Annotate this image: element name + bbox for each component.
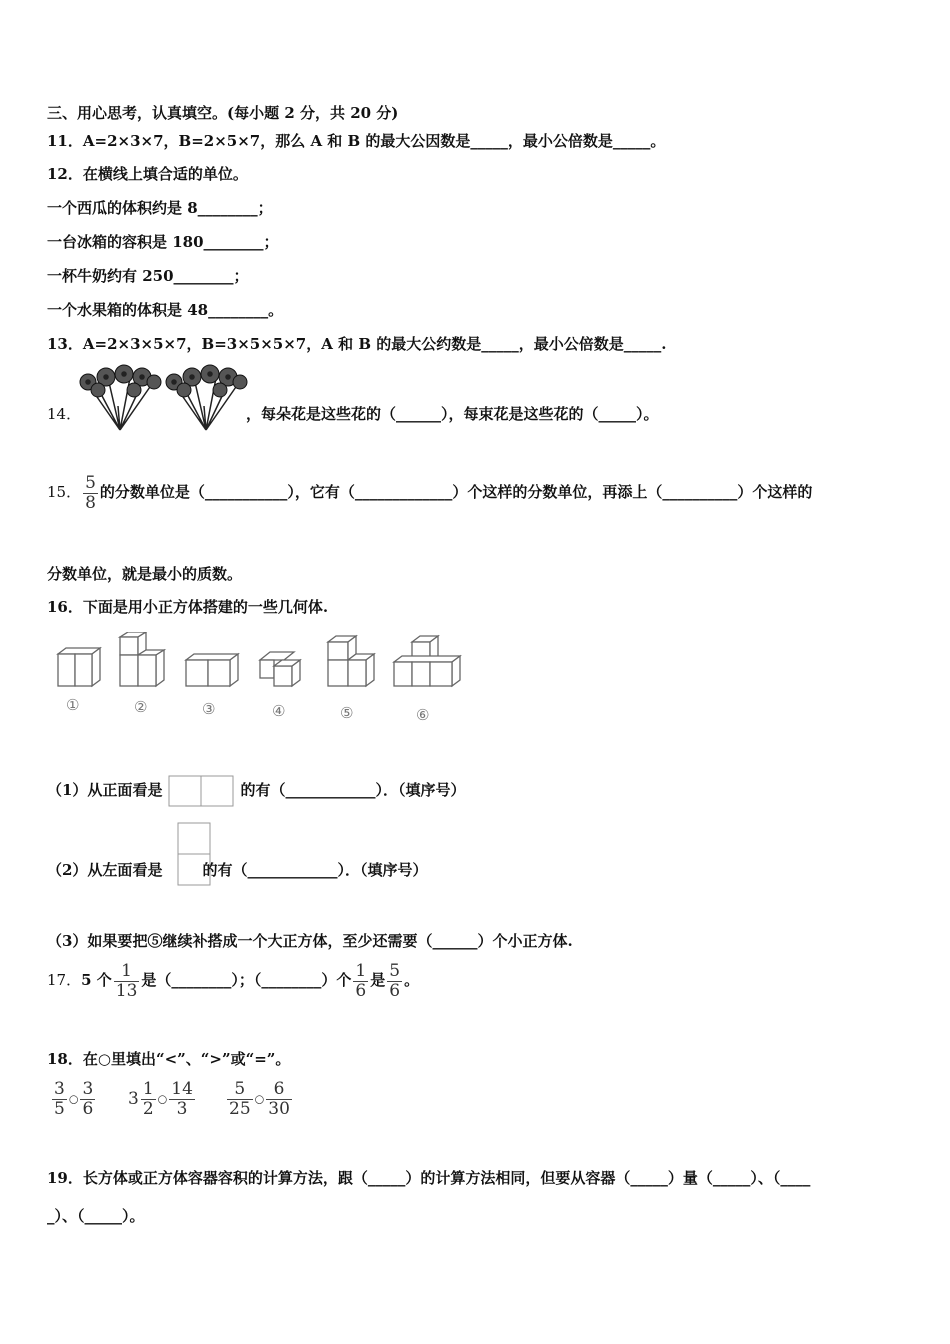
q18-c2-whole: 3 xyxy=(128,1089,139,1110)
figure-label-6: ⑥ xyxy=(416,706,430,724)
q18-c1-left xyxy=(52,1080,67,1118)
q18-c2-left-num: 1 xyxy=(142,1079,154,1099)
q18-c3-right-den: 30 xyxy=(268,1098,290,1119)
q18-c2-left xyxy=(141,1080,156,1118)
q17-frac3-numerator: 5 xyxy=(389,961,401,981)
q18-c3-right xyxy=(266,1080,292,1118)
q12-item-3: 一杯牛奶约有 250________； xyxy=(47,267,249,285)
section-title: 三、用心思考，认真填空。(每小题 2 分，共 20 分) xyxy=(47,104,399,122)
q12-item-4: 一个水果箱的体积是 48________。 xyxy=(47,301,284,319)
q17-frac2-numerator: 1 xyxy=(355,961,367,981)
q17-frac2-denominator: 6 xyxy=(355,980,367,1001)
question-12: 12．在横线上填合适的单位。 xyxy=(47,165,248,183)
flower-bouquets-image xyxy=(78,362,248,434)
question-18: 18．在○里填出“<”、“>”或“=”。 xyxy=(47,1050,291,1068)
figure-4 xyxy=(260,652,300,686)
q15-frac-numerator: 5 xyxy=(85,473,96,493)
figure-label-1: ① xyxy=(66,696,80,714)
q18-c1-left-den: 5 xyxy=(54,1098,65,1119)
question-15-continued: 分数单位，就是最小的质数。 xyxy=(47,565,243,583)
q17-fraction-1 xyxy=(114,962,140,1000)
q18-c3-left-den: 25 xyxy=(229,1098,251,1119)
cube-figures-image xyxy=(48,632,468,727)
q16-1-prefix: （1）从正面看是 xyxy=(47,781,163,799)
q17-frac3-denominator: 6 xyxy=(389,980,401,1001)
q15-frac-denominator: 8 xyxy=(85,492,96,513)
question-19-line-1: 19．长方体或正方体容器容积的计算方法，跟（_____）的计算方法相同，但要从容器（_____）量（_____）、（____ xyxy=(47,1169,811,1187)
q18-c1-left-num: 3 xyxy=(54,1079,65,1099)
question-19-line-2: _）、（_____）。 xyxy=(47,1207,145,1225)
q17-part-a: 5 个 xyxy=(81,971,112,990)
q17-part-d: 。 xyxy=(404,971,420,990)
q17-part-b: 是（________）；（________）个 xyxy=(141,971,352,990)
q16-2-suffix: 的有（____________）．（填序号） xyxy=(202,861,428,879)
q12-item-1: 一个西瓜的体积约是 8________； xyxy=(47,199,273,217)
question-11: 11．A=2×3×7，B=2×5×7，那么 A 和 B 的最大公因数是_____，最小公倍数是_____。 xyxy=(47,132,666,150)
q17-frac1-numerator: 1 xyxy=(114,962,140,982)
figure-label-3: ③ xyxy=(202,700,216,718)
question-15 xyxy=(47,474,812,512)
q12-item-2: 一台冰箱的容积是 180________； xyxy=(47,233,279,251)
compare-circle[interactable]: ○ xyxy=(157,1092,168,1106)
figure-label-2: ② xyxy=(134,698,148,716)
q15-fraction xyxy=(83,474,98,512)
q17-num: 17． xyxy=(47,971,82,990)
q18-c1-right xyxy=(80,1080,95,1118)
question-16: 16．下面是用小正方体搭建的一些几何体. xyxy=(47,598,329,616)
question-14-text: ，每朵花是这些花的（______），每束花是这些花的（_____）。 xyxy=(246,405,659,423)
q15-text: 的分数单位是（___________），它有（_____________）个这样的分数单位，再添上（__________）个这样的 xyxy=(99,483,813,502)
figure-label-4: ④ xyxy=(272,702,286,720)
front-view-two-squares xyxy=(168,775,234,807)
q16-1-suffix: 的有（____________）．（填序号） xyxy=(240,781,466,799)
q17-part-c: 是 xyxy=(370,971,386,990)
q18-compare-2 xyxy=(128,1080,197,1118)
question-16-3: （3）如果要把⑤继续补搭成一个大正方体，至少还需要（______）个小正方体. xyxy=(47,932,573,950)
question-17 xyxy=(47,962,419,1000)
compare-circle[interactable]: ○ xyxy=(254,1092,265,1106)
q14-num: 14． xyxy=(47,405,82,423)
bouquet-left xyxy=(80,365,161,430)
q18-c3-left xyxy=(227,1080,253,1118)
figure-6 xyxy=(394,636,460,686)
question-14-number xyxy=(47,403,81,424)
question-16-1 xyxy=(47,775,465,807)
q18-c3-right-num: 6 xyxy=(266,1080,292,1100)
figure-2 xyxy=(120,632,164,686)
q18-c1-right-den: 6 xyxy=(82,1098,94,1119)
q17-frac1-denominator: 13 xyxy=(115,980,138,1001)
figure-1 xyxy=(58,648,100,686)
compare-circle[interactable]: ○ xyxy=(68,1092,79,1106)
q17-fraction-3 xyxy=(387,962,402,1000)
figure-5 xyxy=(328,636,374,686)
q18-c1-right-num: 3 xyxy=(82,1079,94,1099)
q15-num: 15． xyxy=(47,483,82,502)
q18-c2-right xyxy=(169,1080,195,1118)
q17-fraction-2 xyxy=(353,962,368,1000)
q18-c2-right-num: 14 xyxy=(171,1079,193,1099)
question-16-2 xyxy=(47,859,427,880)
q18-c2-right-den: 3 xyxy=(176,1098,188,1119)
q18-c3-left-num: 5 xyxy=(227,1080,253,1100)
q18-c2-left-den: 2 xyxy=(142,1098,154,1119)
question-13: 13．A=2×3×5×7，B=3×5×5×7，A 和 B 的最大公约数是_____，最小公倍数是_____. xyxy=(47,335,667,353)
q18-compare-3 xyxy=(225,1080,294,1118)
figure-label-5: ⑤ xyxy=(340,704,354,722)
figure-3 xyxy=(186,654,238,686)
q16-2-prefix: （2）从左面看是 xyxy=(47,861,163,879)
q18-compare-1 xyxy=(50,1080,97,1118)
bouquet-right xyxy=(166,365,247,430)
